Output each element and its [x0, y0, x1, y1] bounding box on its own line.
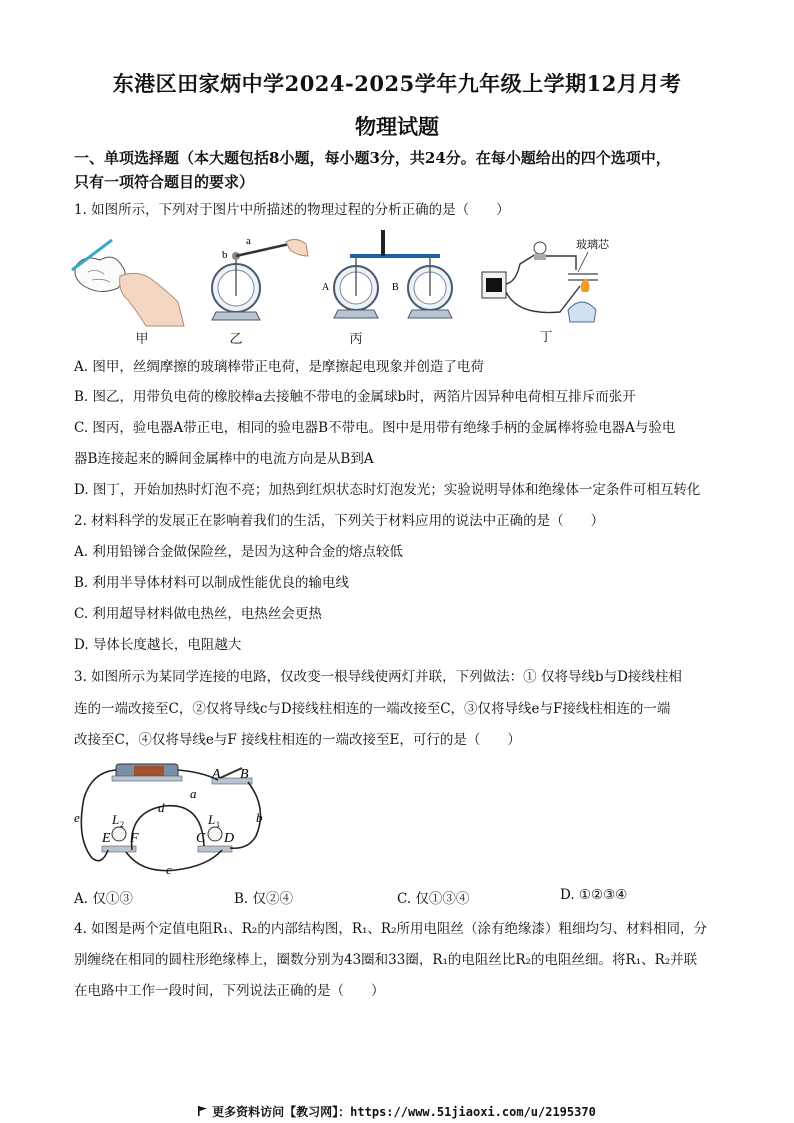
q1-option-a: A. 图甲，丝绸摩擦的玻璃棒带正电荷，是摩擦起电现象并创造了电荷: [74, 359, 484, 375]
figure-bing-illustration: [322, 230, 452, 318]
q2-option-d: D. 导体长度越长，电阻越大: [74, 637, 242, 653]
page-subtitle: 物理试题: [355, 114, 439, 139]
q2-option-c: C. 利用超导材料做电热丝，电热丝会更热: [74, 606, 322, 622]
circuit-label-L2: L: [112, 812, 120, 827]
q3-option-d: D. ①②③④: [560, 887, 628, 903]
circuit-label-E: E: [102, 831, 111, 846]
q2-stem: 2. 材料科学的发展正在影响着我们的生活，下列关于材料应用的说法中正确的是（ ）: [74, 513, 605, 529]
q1-option-c-line1: C. 图丙，验电器A带正电，相同的验电器B不带电。图中是用带有绝缘手柄的金属棒将验电器A与验电: [74, 420, 676, 436]
q4-stem-line3: 在电路中工作一段时间，下列说法正确的是（ ）: [74, 983, 385, 999]
fig-caption-yi: 乙: [229, 332, 243, 347]
q2-option-b: B. 利用半导体材料可以制成性能优良的输电线: [74, 575, 350, 591]
q1-figures: [70, 226, 630, 330]
circuit-label-c: c: [166, 862, 172, 877]
fig-label-B: B: [392, 282, 399, 293]
q3-option-c: C. 仅①③④: [397, 891, 470, 907]
circuit-label-A: A: [212, 767, 221, 782]
flag-icon: [198, 1106, 208, 1116]
fig-caption-bing: 丙: [349, 332, 363, 347]
footer-link[interactable]: [0, 1103, 794, 1120]
q3-stem-line2: 连的一端改接至C，②仅将导线c与D接线柱相连的一端改接至C，③仅将导线e与F接线柱相连的一端: [74, 701, 671, 717]
circuit-label-F: F: [130, 831, 139, 846]
figure-jia-illustration: [72, 240, 184, 326]
circuit-label-D: D: [224, 831, 235, 846]
fig-label-a: a: [246, 235, 251, 247]
q3-stem-line3: 改接至C，④仅将导线e与F 接线柱相连的一端改接至E，可行的是（ ）: [74, 732, 521, 748]
section-heading-line1: 一、单项选择题（本大题包括8小题，每小题3分，共24分。在每小题给出的四个选项中，: [74, 149, 671, 167]
q1-stem: 1. 如图所示，下列对于图片中所描述的物理过程的分析正确的是（ ）: [74, 202, 510, 218]
circuit-label-L1-sub: 1: [216, 820, 220, 829]
circuit-label-B: B: [240, 767, 249, 782]
fig-caption-ding: 丁: [539, 330, 553, 345]
footer-text[interactable]: 更多资料访问【教习网】：https://www.51jiaoxi.com/u/2195370: [212, 1105, 596, 1119]
wire-c: [126, 850, 222, 871]
q3-stem-line1: 3. 如图所示为某同学连接的电路，仅改变一根导线使两灯并联，下列做法：① 仅将导线b与D接线柱相: [74, 669, 682, 685]
fig-label-glass-core: 玻璃芯: [576, 239, 609, 251]
q4-stem-line2: 别缠绕在相同的圆柱形绝缘棒上，圈数分别为43圈和33圈，R₁的电阻丝比R₂的电阻丝细。将R₁、R₂并联: [74, 952, 698, 968]
circuit-label-a: a: [190, 786, 197, 801]
circuit-label-L1: L: [208, 812, 216, 827]
circuit-label-C: C: [196, 831, 206, 846]
wire-d: [132, 806, 204, 850]
q1-option-d: D. 图丁，开始加热时灯泡不亮；加热到红炽状态时灯泡发光；实验说明导体和绝缘体一定条件可相互转化: [74, 482, 701, 498]
q1-option-b: B. 图乙，用带负电荷的橡胶棒a去接触不带电的金属球b时，两箔片因异种电荷相互排斥而张开: [74, 389, 636, 405]
q1-option-c-line2: 器B连接起来的瞬间金属棒中的电流方向是从B到A: [74, 451, 374, 467]
lamp-l1-bulb-icon: [208, 827, 222, 841]
lamp-l2-bulb-icon: [112, 827, 126, 841]
figure-yi-illustration: [212, 235, 308, 320]
section-heading-line2: 只有一项符合题目的要求）: [74, 173, 255, 191]
fig-label-A: A: [322, 282, 330, 293]
page-title: 东港区田家炳中学2024-2025学年九年级上学期12月月考: [112, 71, 682, 96]
q2-option-a: A. 利用铅锑合金做保险丝，是因为这种合金的熔点较低: [74, 544, 403, 560]
q3-option-a: A. 仅①③: [74, 891, 133, 907]
circuit-label-L2-sub: 2: [120, 820, 124, 829]
circuit-label-e: e: [74, 810, 80, 825]
figure-ding-illustration: [482, 237, 610, 322]
circuit-label-d: d: [158, 800, 165, 815]
fig-label-b: b: [222, 249, 228, 261]
q3-option-b: B. 仅②④: [234, 891, 294, 907]
q4-stem-line1: 4. 如图是两个定值电阻R₁、R₂的内部结构图，R₁、R₂所用电阻丝（涂有绝缘漆）粗细均匀、材料相同，分: [74, 921, 707, 937]
lamp-l1-base: [198, 846, 232, 852]
circuit-label-b: b: [256, 810, 263, 825]
fig-caption-jia: 甲: [135, 332, 149, 347]
q3-circuit-figure: [72, 758, 272, 878]
